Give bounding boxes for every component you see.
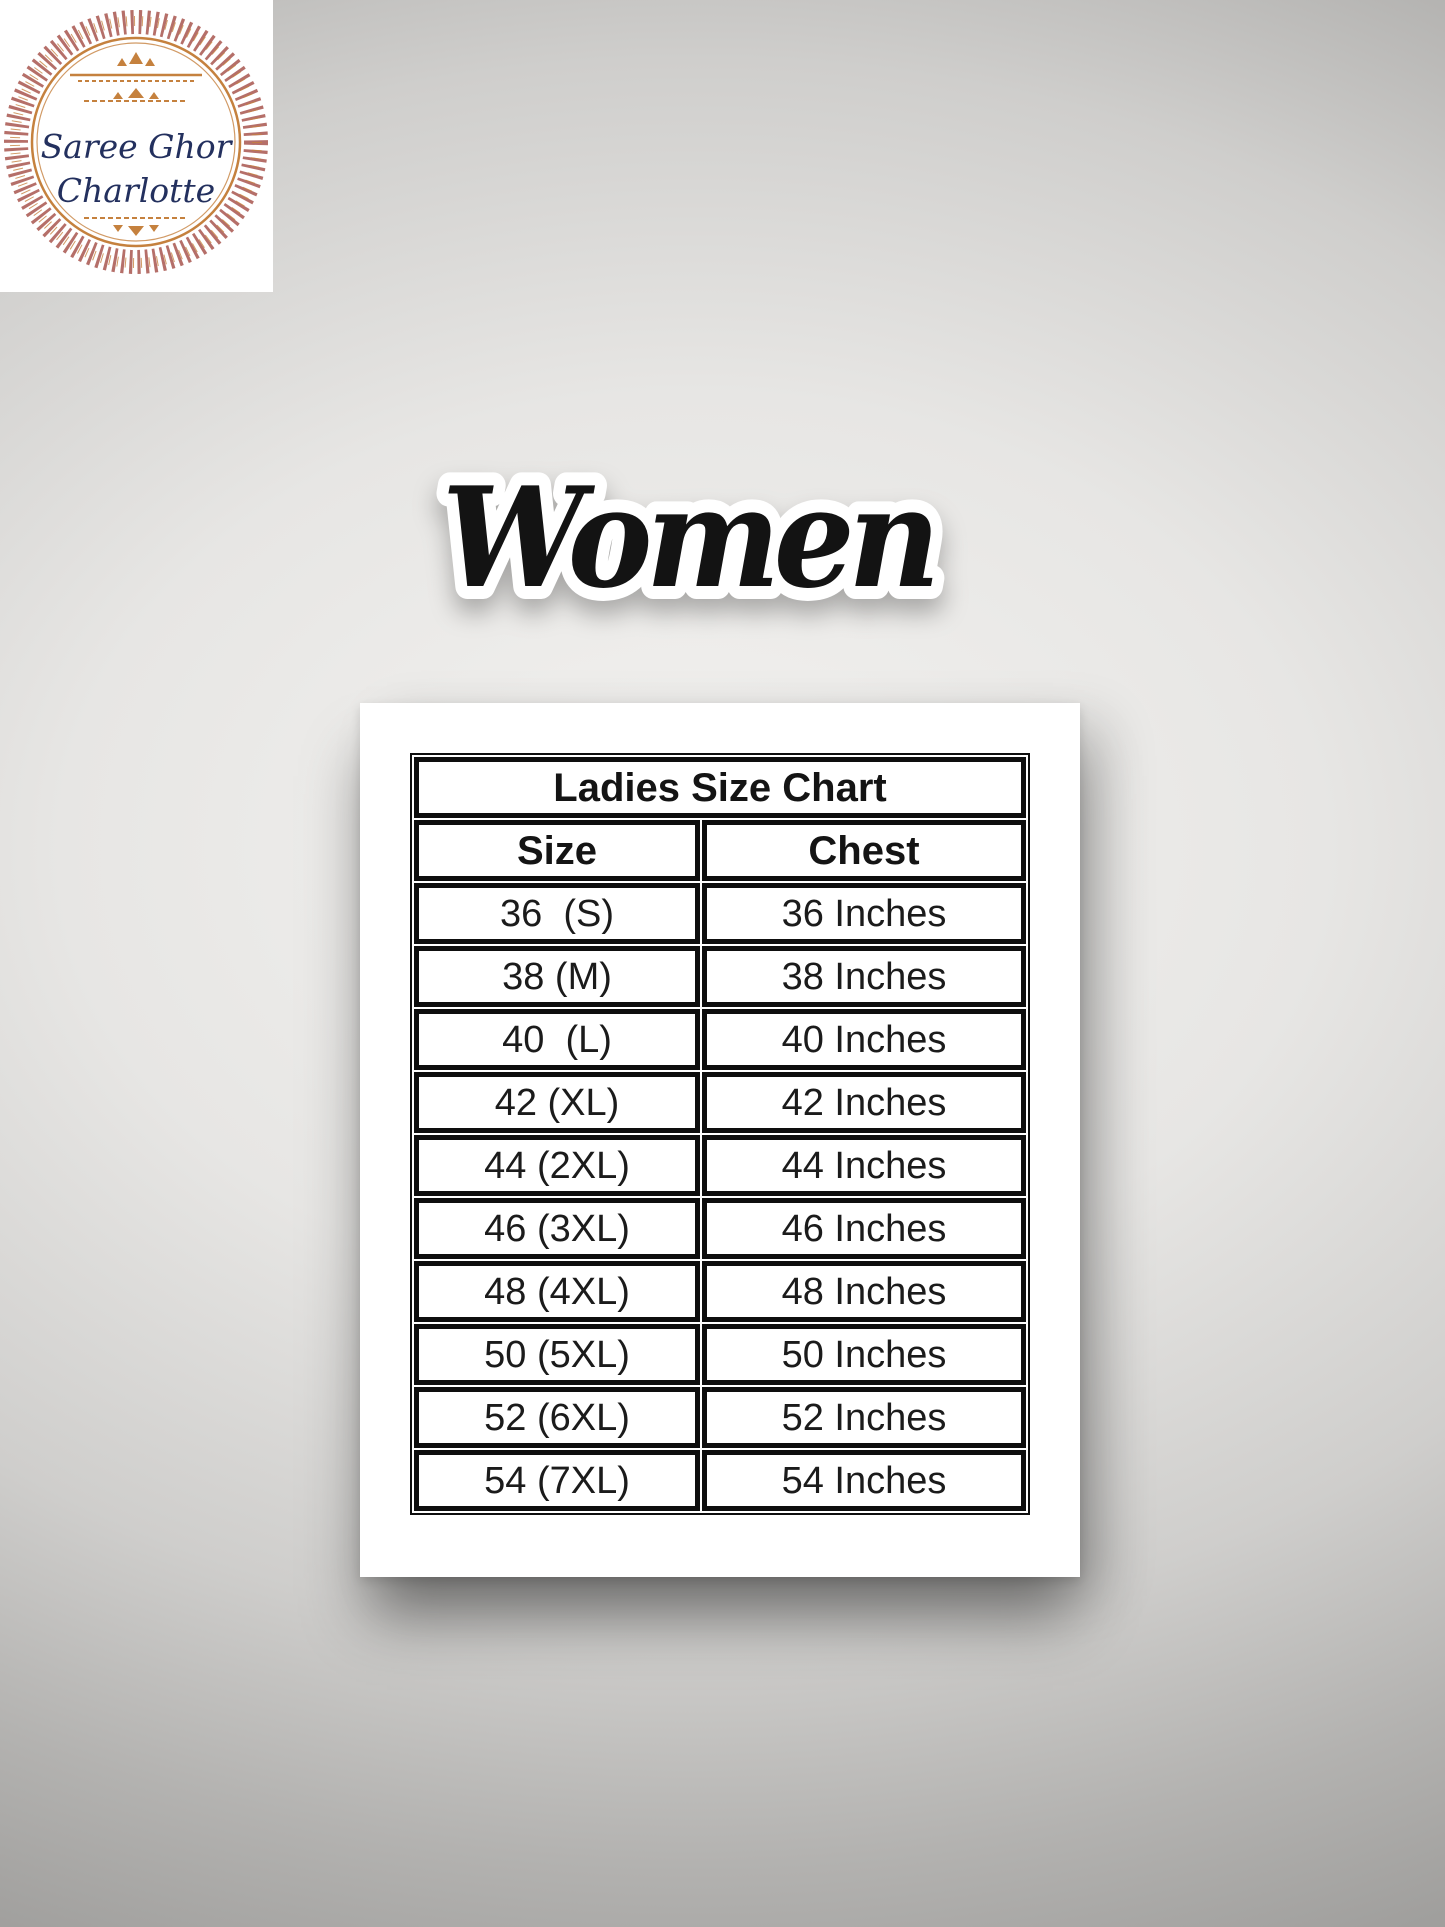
chest-cell: 36 Inches (702, 883, 1026, 944)
table-row (414, 1072, 1026, 1133)
chest-cell: 52 Inches (702, 1387, 1026, 1448)
logo-bottom-flourish (84, 218, 188, 236)
chart-title-row (414, 757, 1026, 818)
size-cell: 40 (L) (414, 1009, 700, 1070)
size-cell: 52 (6XL) (414, 1387, 700, 1448)
table-row (414, 1261, 1026, 1322)
size-cell: 50 (5XL) (414, 1324, 700, 1385)
chest-cell: 54 Inches (702, 1450, 1026, 1511)
chest-cell: 38 Inches (702, 946, 1026, 1007)
women-sticker (441, 408, 935, 658)
table-row (414, 1387, 1026, 1448)
chest-cell: 44 Inches (702, 1135, 1026, 1196)
chest-cell: 42 Inches (702, 1072, 1026, 1133)
table-row (414, 1198, 1026, 1259)
column-header-size: Size (414, 820, 700, 881)
logo-ornament (0, 0, 273, 292)
size-cell: 36 (S) (414, 883, 700, 944)
size-chart-card (360, 703, 1080, 1577)
table-row (414, 1324, 1026, 1385)
chest-cell: 40 Inches (702, 1009, 1026, 1070)
brand-logo (0, 0, 273, 292)
table-row (414, 883, 1026, 944)
women-heading-text: Women (441, 457, 935, 620)
table-row (414, 1135, 1026, 1196)
table-row (414, 1009, 1026, 1070)
chest-cell: 48 Inches (702, 1261, 1026, 1322)
size-cell: 48 (4XL) (414, 1261, 700, 1322)
chest-cell: 46 Inches (702, 1198, 1026, 1259)
size-chart-title: Ladies Size Chart (414, 757, 1026, 818)
logo-text-line2: Charlotte (56, 171, 216, 210)
size-chart-table (410, 753, 1030, 1515)
chest-cell: 50 Inches (702, 1324, 1026, 1385)
table-row (414, 946, 1026, 1007)
logo-text-line1: Saree Ghor (40, 127, 232, 166)
size-cell: 46 (3XL) (414, 1198, 700, 1259)
size-cell: 54 (7XL) (414, 1450, 700, 1511)
size-cell: 42 (XL) (414, 1072, 700, 1133)
size-cell: 44 (2XL) (414, 1135, 700, 1196)
logo-top-flourish (70, 52, 202, 101)
size-cell: 38 (M) (414, 946, 700, 1007)
table-row (414, 1450, 1026, 1511)
column-header-row (414, 820, 1026, 881)
column-header-chest: Chest (702, 820, 1026, 881)
